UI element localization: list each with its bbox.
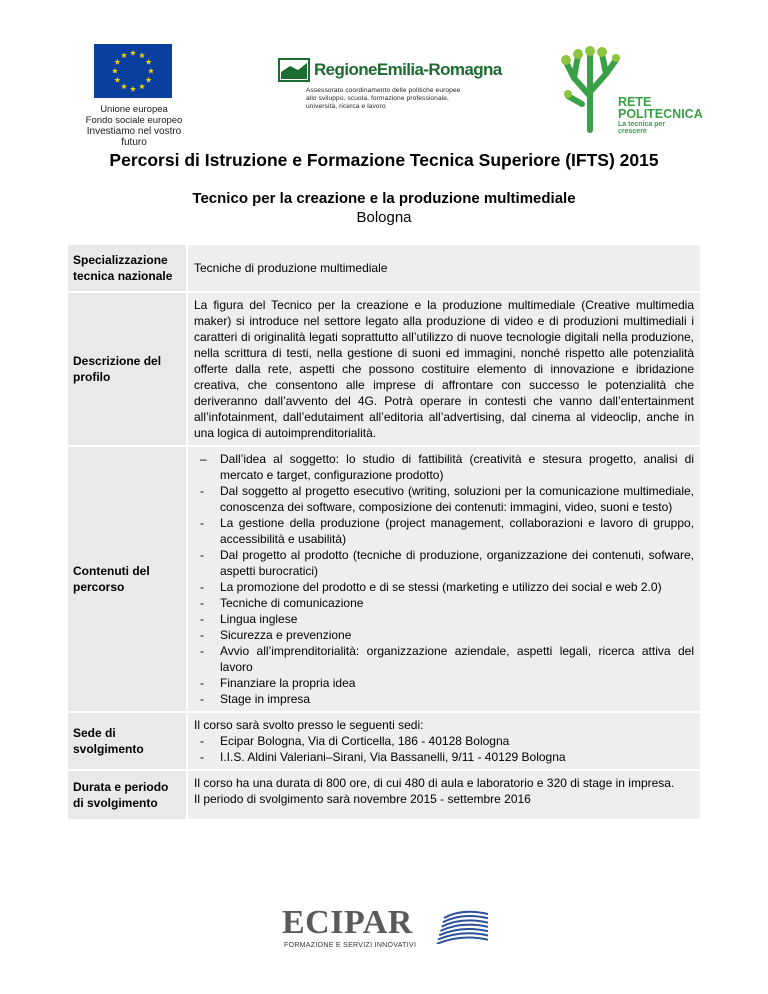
contenuti-item-text: La promozione del prodotto e di se stessi (marketing e utilizzo dei social e web 2.0) bbox=[220, 580, 662, 594]
eu-line-2: Fondo sociale europeo bbox=[85, 115, 183, 126]
contenuti-item bbox=[194, 691, 694, 707]
contenuti-item-text: Stage in impresa bbox=[220, 692, 311, 706]
dash-bullet: - bbox=[200, 676, 204, 690]
ecipar-name: ECIPAR bbox=[282, 904, 413, 941]
specializzazione-label: Specializzazione tecnica nazionale bbox=[68, 245, 186, 291]
sede-intro: Il corso sarà svolto presso le seguenti sedi: bbox=[194, 718, 424, 732]
tree-icon bbox=[560, 44, 620, 134]
eu-line-1: Unione europea bbox=[100, 104, 168, 115]
rete-line-2: POLITECNICA bbox=[618, 107, 703, 121]
dash-bullet: - bbox=[200, 516, 204, 530]
page-title: Percorsi di Istruzione e Formazione Tecnica Superiore (IFTS) 2015 bbox=[109, 150, 659, 170]
contenuti-list bbox=[194, 451, 694, 707]
row-specializzazione bbox=[68, 245, 700, 291]
course-info-table bbox=[68, 245, 700, 821]
sede-item-text: Ecipar Bologna, Via di Corticella, 186 - 40128 Bologna bbox=[220, 734, 510, 748]
sede-list bbox=[194, 733, 694, 765]
ecipar-mark-icon bbox=[434, 910, 490, 944]
eu-flag-icon bbox=[94, 44, 172, 98]
regione-logo bbox=[278, 58, 508, 111]
contenuti-item bbox=[194, 515, 694, 547]
regione-sub-3: università, ricerca e lavoro bbox=[306, 103, 386, 110]
dash-bullet: – bbox=[200, 452, 207, 466]
dash-bullet: - bbox=[200, 692, 204, 706]
ecipar-logo bbox=[282, 906, 492, 956]
contenuti-item-text: Dall’idea al soggetto: lo studio di fattibilità (creatività e stesura progetto, analisi di mercato e target, configurazione prodotto) bbox=[220, 452, 694, 482]
eu-logo bbox=[85, 44, 206, 148]
contenuti-item-text: Lingua inglese bbox=[220, 612, 298, 626]
contenuti-label: Contenuti del percorso bbox=[68, 447, 186, 711]
row-durata bbox=[68, 771, 700, 819]
contenuti-item bbox=[194, 627, 694, 643]
contenuti-item-text: Finanziare la propria idea bbox=[220, 676, 356, 690]
contenuti-item-text: La gestione della produzione (project management, collaborazioni e lavoro di gruppo, accessibilità e usabilità) bbox=[220, 516, 694, 546]
rete-politecnica-logo bbox=[560, 44, 703, 135]
sede-item-text: I.I.S. Aldini Valeriani–Sirani, Via Bassanelli, 9/11 - 40129 Bologna bbox=[220, 750, 566, 764]
sede-item bbox=[194, 749, 694, 765]
row-contenuti bbox=[68, 447, 700, 711]
contenuti-item bbox=[194, 595, 694, 611]
regione-emblem-icon bbox=[278, 58, 310, 82]
contenuti-item bbox=[194, 675, 694, 691]
durata-label: Durata e periodo di svolgimento bbox=[68, 771, 186, 819]
contenuti-item bbox=[194, 579, 694, 595]
durata-line-2: Il periodo di svolgimento sarà novembre 2015 - settembre 2016 bbox=[194, 792, 531, 806]
rete-politecnica-name bbox=[618, 96, 703, 120]
contenuti-item bbox=[194, 451, 694, 483]
regione-sub-2: allo sviluppo, scuola, formazione professionale, bbox=[306, 95, 449, 102]
dash-bullet: - bbox=[200, 644, 204, 658]
contenuti-item bbox=[194, 643, 694, 675]
regione-name: RegioneEmilia-Romagna bbox=[314, 60, 502, 79]
contenuti-item bbox=[194, 547, 694, 579]
row-descrizione bbox=[68, 293, 700, 445]
sede-label: Sede di svolgimento bbox=[68, 713, 186, 769]
dash-bullet: - bbox=[200, 580, 204, 594]
dash-bullet: - bbox=[200, 628, 204, 642]
ecipar-tagline: FORMAZIONE E SERVIZI INNOVATIVI bbox=[284, 942, 417, 949]
contenuti-item-text: Dal progetto al prodotto (tecniche di produzione, organizzazione dei contenuti, sofware, aspetti burocratici) bbox=[220, 548, 694, 578]
contenuti-item-text: Sicurezza e prevenzione bbox=[220, 628, 352, 642]
regione-sub-1: Assessorato coordinamento delle politiche europee bbox=[306, 87, 461, 94]
sede-value bbox=[188, 713, 700, 769]
eu-caption bbox=[80, 104, 188, 148]
rete-line-1: RETE bbox=[618, 95, 652, 109]
descrizione-label: Descrizione del profilo bbox=[68, 293, 186, 445]
dash-bullet: - bbox=[200, 734, 204, 748]
contenuti-item-text: Dal soggetto al progetto esecutivo (writing, soluzioni per la comunicazione multimediale, conoscenza dei software, composizione dei contenuti: immagini, video, suoni e testo) bbox=[220, 484, 694, 514]
contenuti-item-text: Tecniche di comunicazione bbox=[220, 596, 364, 610]
dash-bullet: - bbox=[200, 612, 204, 626]
row-sede bbox=[68, 713, 700, 769]
contenuti-item bbox=[194, 611, 694, 627]
durata-line-1: Il corso ha una durata di 800 ore, di cui 480 di aula e laboratorio e 320 di stage in impresa. bbox=[194, 776, 675, 790]
dash-bullet: - bbox=[200, 484, 204, 498]
eu-line-3: Investiamo nel vostro futuro bbox=[86, 126, 182, 148]
durata-value bbox=[188, 771, 700, 819]
contenuti-value bbox=[188, 447, 700, 711]
course-title: Tecnico per la creazione e la produzione multimediale bbox=[192, 190, 576, 207]
course-city: Bologna bbox=[356, 209, 412, 226]
dash-bullet: - bbox=[200, 750, 204, 764]
dash-bullet: - bbox=[200, 548, 204, 562]
contenuti-item-text: Avvio all’imprenditorialità: organizzazione aziendale, aspetti legali, ricerca attiva del lavoro bbox=[220, 644, 694, 674]
descrizione-value: La figura del Tecnico per la creazione e la produzione multimediale (Creative multimedia maker) si introduce nel settore legato alla produzione di video e di produzioni multimediali i caratteri di originalità legati soprattutto all’utilizzo di nuove tecnologie digitali nella produzione, nella scrittura di testi, nella gestione di suoni ed immagini, nonché rispetto alle potenzialità offerte dalla rete, aspetti che possono costituire elemento di innovazione e ibridazione creativa, che consentono alle imprese di affrontare con successo le potenzialità che deriveranno dall’avvento del 4G. Potrà operare in contesti che vanno dall’entertainment all’infotainment, dall’edutaiment all’editoria all’advertising, dal cinema al videoclip, anche in una logica di autoimprenditorialità. bbox=[188, 293, 700, 445]
dash-bullet: - bbox=[200, 596, 204, 610]
specializzazione-value: Tecniche di produzione multimediale bbox=[188, 245, 700, 291]
rete-tagline: La tecnica per crescere bbox=[618, 121, 666, 135]
regione-subtitle bbox=[306, 87, 508, 111]
sede-item bbox=[194, 733, 694, 749]
contenuti-item bbox=[194, 483, 694, 515]
